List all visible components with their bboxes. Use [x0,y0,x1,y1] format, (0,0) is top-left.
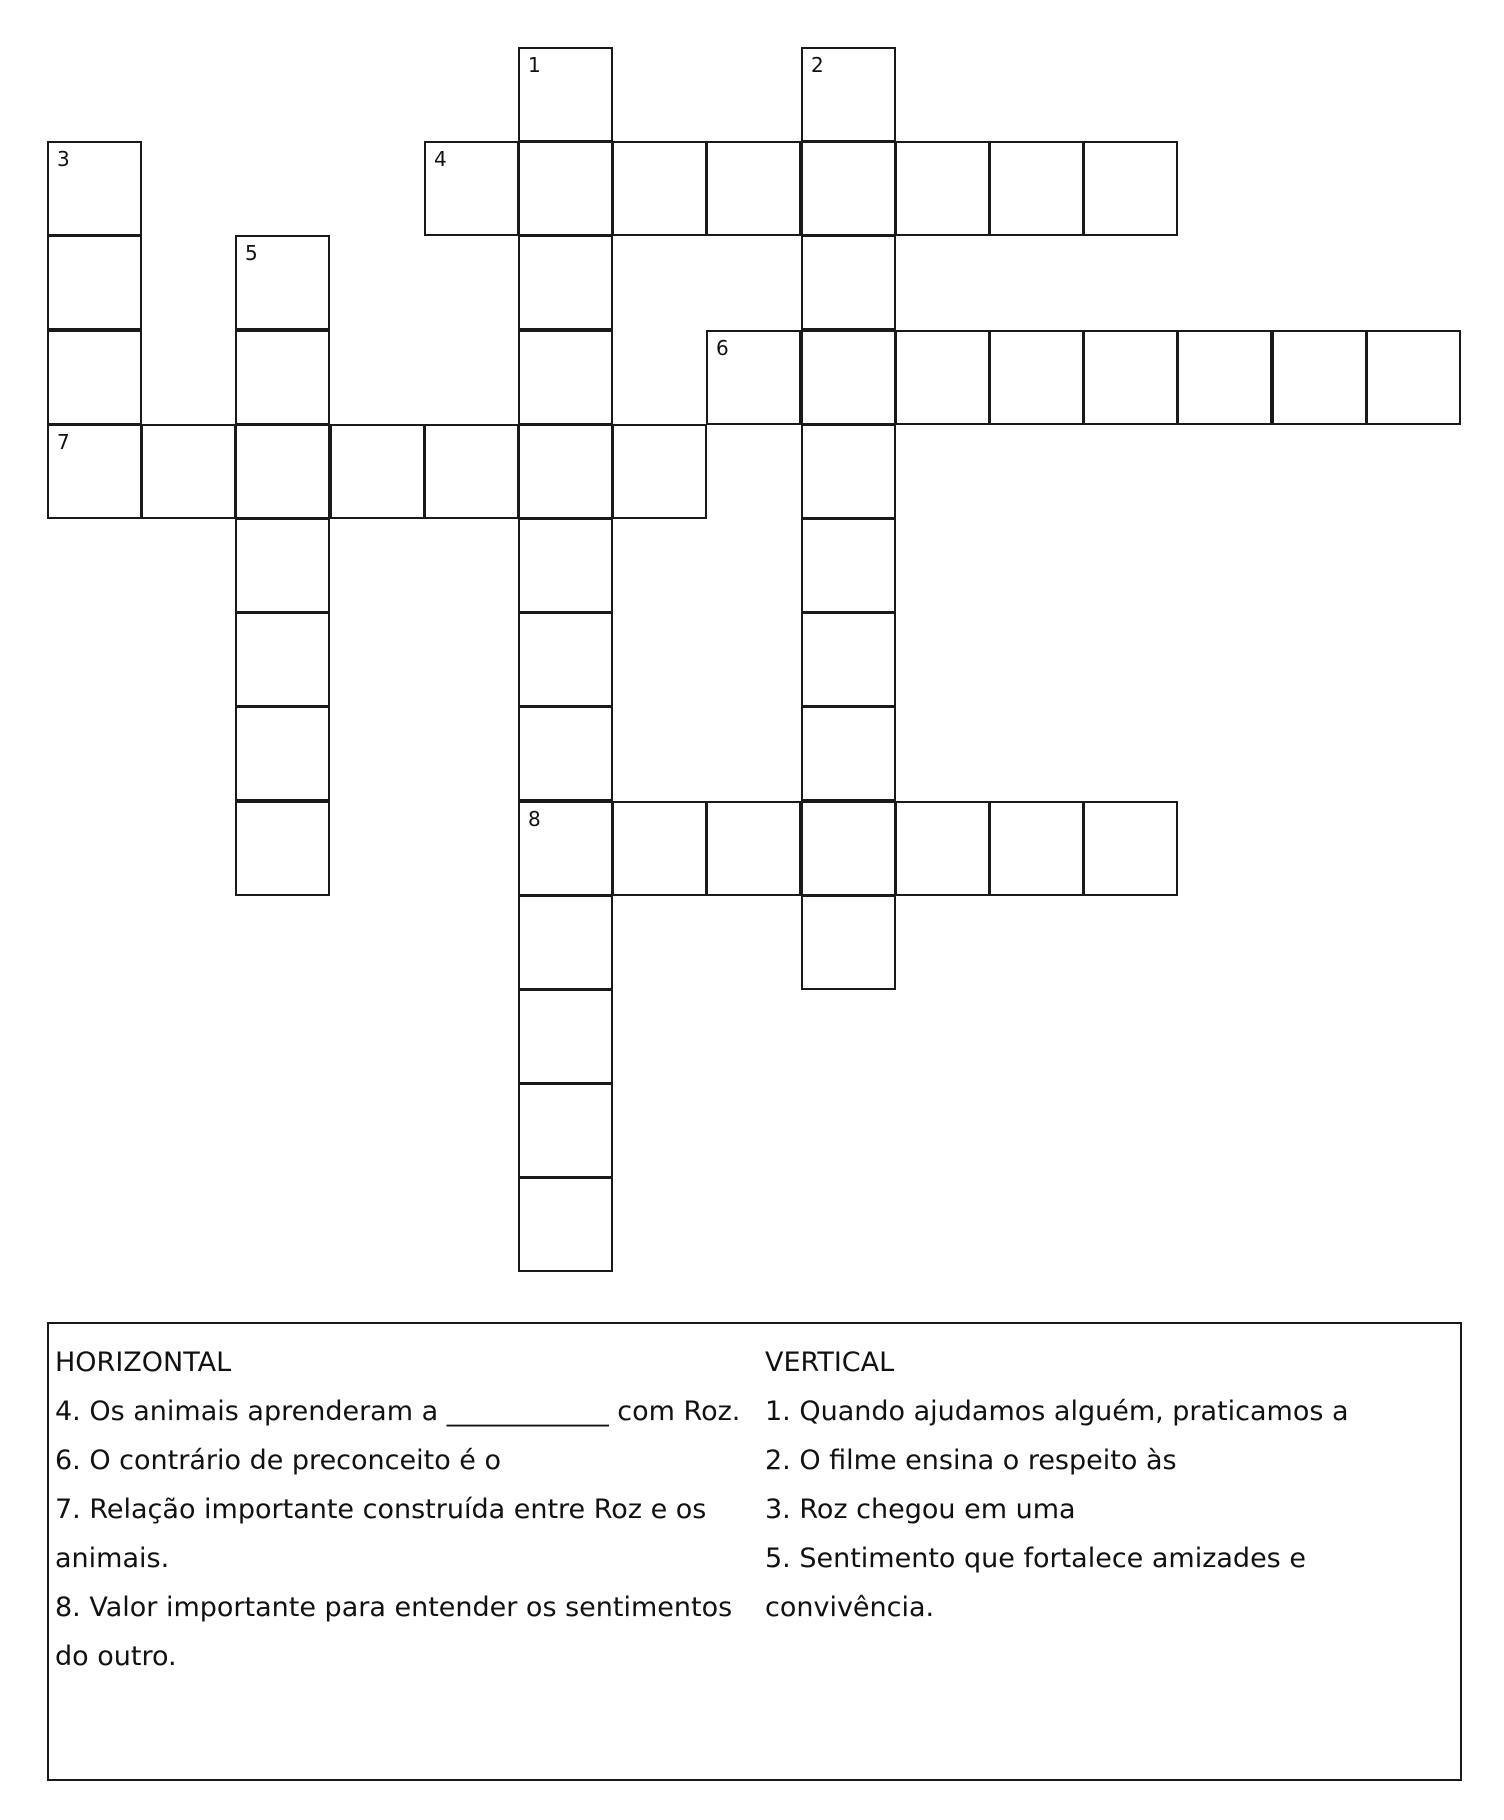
grid-cell[interactable] [801,706,896,801]
clue-number: 8 [528,807,541,831]
vertical-clues [765,1338,1445,1632]
grid-cell[interactable] [235,235,330,330]
grid-cell[interactable] [518,141,613,236]
clue-down-5: 5. Sentimento que fortalece amizades e convivência. [765,1543,1306,1623]
grid-cell[interactable] [706,330,801,425]
grid-cell[interactable] [1083,141,1178,236]
clue-number: 2 [811,53,824,77]
clue-across-8: 8. Valor importante para entender os sentimentos do outro. [55,1592,733,1672]
grid-cell[interactable] [1366,330,1461,425]
grid-cell[interactable] [424,424,519,519]
grid-cell[interactable] [47,141,142,236]
grid-cell[interactable] [706,141,801,236]
grid-cell[interactable] [235,424,330,519]
clues-box [47,1322,1462,1781]
grid-cell[interactable] [235,518,330,613]
grid-cell[interactable] [518,518,613,613]
grid-cell[interactable] [47,235,142,330]
grid-cell[interactable] [801,801,896,896]
grid-cell[interactable] [801,141,896,236]
clue-down-3: 3. Roz chegou em uma [765,1494,1076,1525]
grid-cell[interactable] [801,895,896,990]
grid-cell[interactable] [612,801,707,896]
clue-number: 3 [57,147,70,171]
grid-cell[interactable] [895,330,990,425]
clue-number: 1 [528,53,541,77]
horizontal-heading: HORIZONTAL [55,1347,232,1378]
grid-cell[interactable] [518,330,613,425]
grid-cell[interactable] [235,330,330,425]
grid-cell[interactable] [989,141,1084,236]
grid-cell[interactable] [330,424,425,519]
grid-cell[interactable] [518,47,613,142]
grid-cell[interactable] [518,801,613,896]
grid-cell[interactable] [612,141,707,236]
grid-cell[interactable] [235,801,330,896]
grid-cell[interactable] [424,141,519,236]
grid-cell[interactable] [801,424,896,519]
grid-cell[interactable] [895,801,990,896]
clue-down-2: 2. O filme ensina o respeito às [765,1445,1177,1476]
clue-number: 4 [434,147,447,171]
grid-cell[interactable] [1177,330,1272,425]
grid-cell[interactable] [1083,801,1178,896]
grid-cell[interactable] [518,612,613,707]
clue-down-1: 1. Quando ajudamos alguém, praticamos a [765,1396,1349,1427]
grid-cell[interactable] [518,235,613,330]
clue-across-7: 7. Relação importante construída entre Roz e os animais. [55,1494,707,1574]
clue-across-6: 6. O contrário de preconceito é o [55,1445,502,1476]
vertical-heading: VERTICAL [765,1347,895,1378]
grid-cell[interactable] [801,235,896,330]
clue-number: 6 [716,336,729,360]
grid-cell[interactable] [1272,330,1367,425]
grid-cell[interactable] [518,1083,613,1178]
clue-number: 5 [245,241,258,265]
grid-cell[interactable] [235,706,330,801]
grid-cell[interactable] [518,1177,613,1272]
grid-cell[interactable] [47,330,142,425]
grid-cell[interactable] [518,895,613,990]
grid-cell[interactable] [518,424,613,519]
grid-cell[interactable] [801,518,896,613]
grid-cell[interactable] [47,424,142,519]
grid-cell[interactable] [518,706,613,801]
grid-cell[interactable] [141,424,236,519]
clue-number: 7 [57,430,70,454]
grid-cell[interactable] [801,612,896,707]
grid-cell[interactable] [895,141,990,236]
grid-cell[interactable] [801,47,896,142]
grid-cell[interactable] [989,330,1084,425]
grid-cell[interactable] [1083,330,1178,425]
clue-across-4: 4. Os animais aprenderam a ____________ com Roz. [55,1396,741,1427]
grid-cell[interactable] [801,330,896,425]
grid-cell[interactable] [612,424,707,519]
grid-cell[interactable] [989,801,1084,896]
horizontal-clues [55,1338,755,1681]
grid-cell[interactable] [235,612,330,707]
grid-cell[interactable] [706,801,801,896]
grid-cell[interactable] [518,989,613,1084]
